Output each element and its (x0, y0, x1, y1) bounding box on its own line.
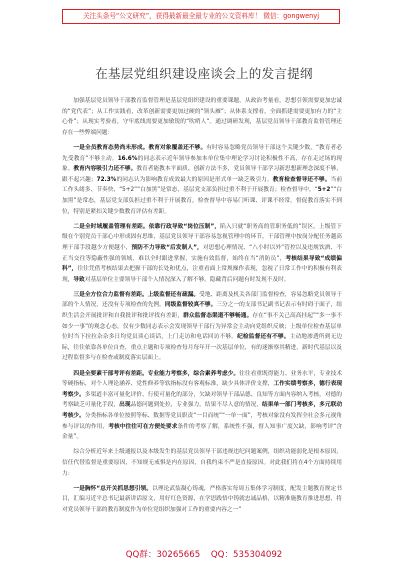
paragraph-text: 往往看重既得能力、业务水平，专业技术等硬指标，对个人理论涵养、党性修养等软指标没有客观标准，缺少具体评价支撑， (62, 370, 343, 388)
paragraph-emphasis: 教育内容吸引力还不够。 (73, 166, 137, 173)
paragraph-emphasis: 群众监督态渠道不够畅通。 (183, 313, 253, 320)
body-paragraph (62, 143, 342, 217)
paragraph-text: 品德问题到处拉，专业强力，结果不尽人意的情况， (130, 402, 263, 409)
paragraph-emphasis: 导致 (73, 276, 85, 283)
paragraph-emphasis: 一是全员教育态势尚未形成。教育对象覆盖还不够。 (73, 144, 207, 151)
paragraph-text: 三分之一的支部书记副书记表示有时碍于面子，组织生活会开展批评和自我批评和批评找有差距， (62, 302, 343, 320)
paragraph-emphasis: 16.6% (117, 155, 138, 162)
paragraph-text: 存在“事不关己高高挂起”“多一事不如少一事”的观念心态，仅有少数同志表示会发现领导干部行为异常会主动向党组织反映；上级单位检查基层单位时当下拉拉杂杂多日均党员谈心谈话，上门走访和电话回访不够。 (62, 313, 343, 341)
paragraph-emphasis: 三是全方位合力监督有差距。上级监督还有疏漏。 (73, 291, 200, 298)
paragraph-emphasis: 预防不力导致“后发制人”， (131, 244, 203, 251)
document-title: 在基层党组织建设座谈会上的发言提纲 (95, 66, 313, 81)
paragraph-text: 的同志认为影响教育成效最大的原因是形式单一缺乏吸引力。 (116, 176, 273, 183)
body-paragraph (62, 369, 342, 443)
paragraph-emphasis: 纪检监督还有不够。 (237, 334, 290, 341)
paragraph-emphasis: 考核中往往可在方便处要求 (108, 423, 178, 430)
paragraph-text: 综合分析近年来上级通报以及本级发生的基层党员领导干部违规违纪问题案例，组织功能弱化是根本原因，信任代替监督是重要原因，不知规无戒惧是内在原因，自我约束不严是直接原因。对此我们将在4个方面持续用力： (62, 449, 342, 477)
paragraph-text: 多渠道丰富可量化评价、行使可量化的部分，欠缺对领导干部品德、良知等方面内容纳入考核，对德的考察缺乏可量化手段， (62, 391, 342, 409)
paragraph-emphasis: 5+2 (317, 187, 331, 194)
paragraph-emphasis: 出现 (119, 402, 131, 409)
paragraph-emphasis: 工作实绩考察多，德行表现考察少。 (62, 381, 343, 398)
body-paragraph (62, 96, 342, 138)
paragraph-text: 分类指标各单位按照等标、数据等党员职责“一目而统”“一单一面”，考核对象没有发挥全社会多元视角参与评议的作用， (62, 413, 342, 430)
paragraph-text: 对思想心理情况、“八小时以外”管控以及违规饮酒、不正当交往等隐蔽性强的领域，难以全时跟进掌握，实施有效监督，始终在当“消防员”， (62, 244, 343, 262)
body-paragraph (62, 484, 342, 516)
paragraph-text: 对基层单位主要领导干部个人情况深入了解不够，隐藏背后问题有时发现不及时。 (84, 276, 290, 283)
paragraph-text: 的同志表示近年领导参加本单位集中理论学习讨论积极性不高，存在走过场的现象。 (62, 155, 342, 173)
paragraph-text: 有时容易忽略党员领导干部这个关键少数，“教育者必先受教育”不够主动。 (62, 144, 342, 162)
paragraph-text: 受地、距离及机关各部门监督检查，容易忽略党员领导干部的个人情况，还没有专项检查的先例。 (62, 291, 343, 309)
paragraph-emphasis: 二是全时域履盖管理有差距。依靠行政导致“岗位压制”， (73, 223, 221, 230)
paragraph-text: 陷入只就“职务高的管职务低的”误区，上级管下级在个别党员干部心中形成固有思维，基层党员领导干部容易忽视管理中的环节，干部管理中按岗分配任务越高理干部手段越少方便越小， (62, 223, 342, 251)
body-paragraph (62, 290, 342, 364)
paragraph-text: 条件的考察了解，系统性不强，督人知事广度欠缺，影响考评“含金量”。 (62, 423, 343, 441)
paragraph-text: 往往凭借考核结果去把握干部的长处和优点，注重看面上常规操作表现，忽视了日常工作中的积极有利表现， (62, 266, 342, 283)
paragraph-text: 以理论武装凝心铸魂，严格落实每周五集体学习制度，配发主题教育规定书目，汇编习近平总书记最新讲话原文，用好红色资源，在学思践悟中铸就忠诚品格，以精准施教育推进思想，将对党员领导干部的教育制度作为单位党组织加强对工作的重要内容之一” (62, 485, 342, 513)
body-paragraph (62, 447, 342, 479)
paragraph-text: 教育者能教本平面质、创新方法不多，党员领导干部学习新思想新理念深度不够，跟不起兴趣； (62, 166, 343, 183)
paragraph-text: ”“白加黑”是常态，基层党支部负担过重不利于开展教育，检查督导中容易门听课、评课不经常，督促教育落实不到位，特别是紧扣关键少数教育评估有差距。 (62, 187, 342, 215)
paragraph-emphasis: 四是全要素干部考评有差距。专业能力考察多，综合素养考虑少。 (73, 370, 240, 377)
footer-contact: QQ群：30265665 QQ：535304092 (125, 550, 283, 560)
document-body (62, 96, 342, 520)
paragraph-text: 主动地渗透所到无边际，往往依靠各单位自查，重点主题和专项检查每月每年开一次基层单位，有的迷渐察其精进，新时代基层以及过程监督多与在检查或制度落实层面上。 (62, 334, 343, 362)
paragraph-emphasis: 结果单一部门考核多，多元联动考核少。 (62, 402, 343, 419)
promo-banner: 关注头条号“公文研究”，获得最新最全最专业的公文资料库！ 微信：gongwenyj (62, 9, 340, 24)
body-paragraph (62, 222, 342, 286)
paragraph-text: 当前工作头绪多、节奏快，“5+2”“白加黑”是常态，基层党支部负担过重不利于开展教育；检查督导中，“ (62, 176, 343, 194)
paragraph-emphasis: 同级监督较真不够。 (164, 302, 217, 309)
paragraph-emphasis: 考核结果导致“成绩偏科”， (62, 255, 342, 273)
paragraph-emphasis: 72.3% (96, 176, 117, 183)
paragraph-emphasis: 一是胸怀“总开关抓思想引领。 (73, 485, 153, 492)
paragraph-text: 加强基层党员领导干部教育监督管理是基层党组织建设的重要课题，从政治考量看，思想引领需要更加忠诚的“党代表”；从工作实践看，改革创新需要更加过硬的“领头雁”；从体系支撑看，全面抓建需要更加有力的“主心骨”；从现实考验看，守牢底线需要更加敏锐的“吹哨人”。通过调研发现，基层党员领导干部教育监督管理还存在一些弊端问题： (62, 98, 342, 136)
paragraph-emphasis: 教育检查督导还不够。 (272, 176, 331, 183)
